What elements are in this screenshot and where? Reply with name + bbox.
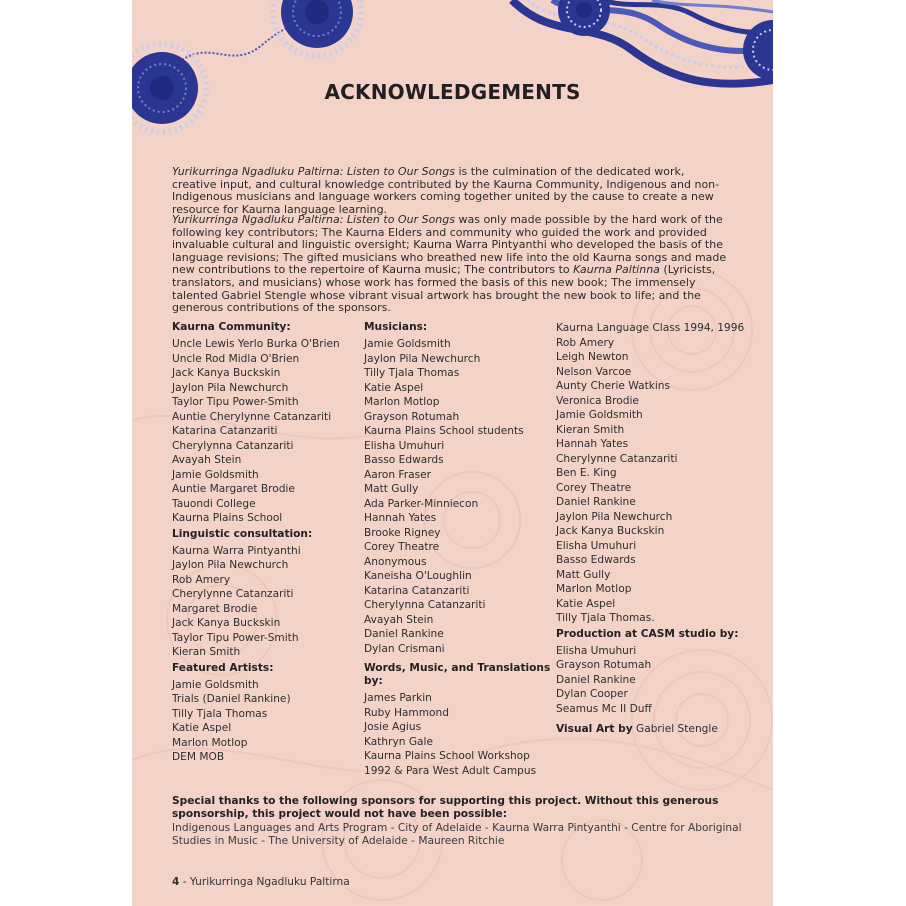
- list-item: Daniel Rankine: [556, 673, 636, 686]
- list-item: Kathryn Gale: [364, 735, 433, 748]
- intro-paragraph-1: [172, 166, 732, 216]
- list-item: Marlon Motlop: [364, 396, 440, 408]
- section-heading-featured: Featured Artists:: [172, 661, 274, 674]
- sponsors-section: [172, 795, 742, 847]
- linguistic-list: [172, 544, 362, 660]
- list-item: Kaneisha O'Loughlin: [364, 570, 472, 582]
- list-item: Anonymous: [364, 555, 427, 568]
- page-number: 4: [172, 876, 180, 888]
- list-item: Jamie Goldsmith: [364, 338, 451, 350]
- list-item: Basso Edwards: [556, 554, 636, 566]
- list-item: 1992 & Para West Adult Campus: [364, 764, 537, 777]
- list-item: Corey Theatre: [556, 481, 632, 494]
- list-item: Jamie Goldsmith: [172, 468, 259, 481]
- words-list: [364, 691, 554, 778]
- list-item: Jack Kanya Buckskin: [556, 525, 665, 537]
- list-item: Trials (Daniel Rankine): [172, 693, 291, 705]
- section-heading-linguistic: Linguistic consultation:: [172, 527, 313, 540]
- list-item: Katie Aspel: [172, 722, 232, 734]
- list-item: Jamie Goldsmith: [172, 678, 259, 691]
- list-item: Taylor Tipu Power-Smith: [172, 396, 299, 408]
- list-item: Rob Amery: [556, 336, 615, 349]
- list-item: Hannah Yates: [364, 512, 437, 524]
- list-item: Daniel Rankine: [364, 628, 444, 640]
- list-item: Cherylynna Catanzariti: [172, 439, 294, 452]
- list-item: Dylan Crismani: [364, 642, 445, 655]
- list-item: Katarina Catanzariti: [172, 425, 278, 437]
- list-item: Cherylynna Catanzariti: [364, 599, 486, 611]
- list-item: Ruby Hammond: [364, 706, 449, 719]
- list-item: Daniel Rankine: [556, 496, 636, 508]
- list-item: Taylor Tipu Power-Smith: [172, 631, 299, 644]
- list-item: Auntie Margaret Brodie: [172, 483, 295, 495]
- list-item: Nelson Varcoe: [556, 365, 632, 378]
- list-item: Margaret Brodie: [172, 602, 258, 615]
- list-item: Uncle Lewis Yerlo Burka O'Brien: [172, 338, 340, 350]
- contributors-list: [556, 321, 756, 626]
- list-item: Aaron Fraser: [364, 468, 431, 481]
- list-item: Cherylynne Catanzariti: [556, 452, 678, 465]
- list-item: Jaylon Pila Newchurch: [172, 381, 289, 394]
- list-item: Marlon Motlop: [556, 583, 632, 595]
- list-item: Jack Kanya Buckskin: [172, 617, 281, 629]
- list-item: Aunty Cherie Watkins: [556, 380, 671, 392]
- intro-text: was only made possible by the hard work of the following key contributors; The Kaurna Elders and community who guided the work and provided invaluable cultural and linguistic oversight; Kaurna Warra Pintyanthi who developed the basis of the language revisions; The gifted musicians who breathed new life into the old Kaurna songs and made new contributions to the repertoire of Kaurna music; The contributors to: [172, 213, 727, 277]
- list-item: Elisha Umuhuri: [364, 439, 445, 452]
- list-item: Kaurna Plains School: [172, 512, 283, 524]
- top-circle-art: [273, 0, 361, 56]
- list-item: Tilly Tjala Thomas.: [556, 612, 655, 624]
- list-item: Matt Gully: [556, 568, 611, 581]
- page: [132, 0, 773, 906]
- list-item: Kaurna Language Class 1994, 1996: [556, 322, 745, 334]
- list-item: Elisha Umuhuri: [556, 539, 637, 552]
- list-item: Jack Kanya Buckskin: [172, 367, 281, 379]
- list-item: Grayson Rotumah: [556, 659, 652, 671]
- list-item: Leigh Newton: [556, 351, 629, 363]
- section-heading-musicians: Musicians:: [364, 321, 428, 333]
- list-item: Dylan Cooper: [556, 688, 628, 700]
- footer-text: - Yurikurringa Ngadluku Paltirna: [179, 876, 350, 888]
- list-item: Kaurna Plains School students: [364, 425, 524, 437]
- intro-text: is the culmination of the dedicated work, creative input, and cultural knowledge contributed by the Kaurna Community, Indigenous and non-Indigenous musicians and language workers coming together united by the cause to create a new resource for Kaurna language learning.: [172, 165, 720, 216]
- credits-column-3: [556, 321, 756, 737]
- list-item: Kieran Smith: [172, 646, 241, 658]
- right-wave-art: [512, 0, 773, 84]
- featured-artists-list: [172, 678, 362, 765]
- list-item: Rob Amery: [172, 573, 231, 586]
- book-title: Yurikurringa Ngadluku Paltirna: Listen to Our Songs: [172, 213, 455, 226]
- section-heading-words: Words, Music, and Translations by:: [364, 662, 551, 687]
- list-item: Avayah Stein: [172, 454, 242, 466]
- list-item: Josie Agius: [364, 721, 422, 733]
- list-item: Veronica Brodie: [556, 394, 639, 407]
- sponsors-heading: Special thanks to the following sponsors for supporting this project. Without this generous sponsorship, this project would not have been possible:: [172, 795, 719, 820]
- list-item: Grayson Rotumah: [364, 410, 460, 423]
- list-item: Jaylon Pila Newchurch: [556, 510, 673, 523]
- list-item: Uncle Rod Midla O'Brien: [172, 352, 300, 365]
- visual-art-name: Gabriel Stengle: [632, 723, 718, 735]
- list-item: Tauondi College: [172, 497, 256, 510]
- list-item: Elisha Umuhuri: [556, 644, 637, 657]
- list-item: Hannah Yates: [556, 438, 629, 450]
- header-artwork: [132, 0, 773, 140]
- list-item: Ben E. King: [556, 467, 617, 479]
- page-title: ACKNOWLEDGEMENTS: [324, 80, 581, 104]
- list-item: Katie Aspel: [364, 381, 424, 394]
- visual-art-label: Visual Art by: [556, 723, 633, 735]
- list-item: Corey Theatre: [364, 541, 440, 553]
- list-item: Marlon Motlop: [172, 736, 248, 749]
- list-item: Matt Gully: [364, 483, 419, 495]
- section-heading-production: Production at CASM studio by:: [556, 627, 739, 640]
- production-list: [556, 644, 756, 717]
- list-item: Cherylynne Catanzariti: [172, 588, 294, 600]
- list-item: Kieran Smith: [556, 423, 625, 436]
- list-item: Katarina Catanzariti: [364, 584, 470, 597]
- sponsors-list: Indigenous Languages and Arts Program - City of Adelaide - Kaurna Warra Pintyanthi - Centre for Aboriginal Studies in Music - The University of Adelaide - Maureen Ritchie: [172, 822, 742, 847]
- list-item: Jaylon Pila Newchurch: [364, 352, 481, 365]
- musicians-list: [364, 337, 554, 656]
- section-heading-kaurna-community: Kaurna Community:: [172, 321, 291, 333]
- list-item: Brooke Rigney: [364, 526, 441, 539]
- visual-art-credit: [556, 722, 756, 737]
- intro-text: (Lyricists, translators, and musicians) whose work has formed the basis of this new book; The immensely talented Gabriel Stengle whose vibrant visual artwork has brought the new book to life; and the generous contributions of the sponsors.: [172, 263, 716, 315]
- list-item: Tilly Tjala Thomas: [172, 707, 268, 720]
- list-item: Avayah Stein: [364, 613, 434, 626]
- credits-column-2: [364, 321, 554, 778]
- list-item: Kaurna Plains School Workshop: [364, 750, 530, 762]
- book-title: Yurikurringa Ngadluku Paltirna: Listen to Our Songs: [172, 165, 455, 178]
- list-item: Kaurna Warra Pintyanthi: [172, 544, 301, 557]
- book-reference: Kaurna Paltinna: [573, 263, 660, 277]
- list-item: Jamie Goldsmith: [556, 409, 643, 421]
- list-item: Katie Aspel: [556, 597, 616, 610]
- list-item: DEM MOB: [172, 751, 225, 763]
- list-item: Ada Parker-Minniecon: [364, 497, 479, 510]
- list-item: Seamus Mc II Duff: [556, 702, 652, 715]
- list-item: Auntie Cherylynne Catanzariti: [172, 410, 332, 423]
- credits-column-1: [172, 321, 362, 765]
- list-item: Jaylon Pila Newchurch: [172, 559, 289, 571]
- page-footer: [172, 876, 350, 888]
- list-item: Tilly Tjala Thomas: [364, 367, 460, 379]
- intro-paragraph-2: [172, 214, 732, 315]
- kaurna-community-list: [172, 337, 362, 526]
- list-item: James Parkin: [364, 692, 432, 704]
- list-item: Basso Edwards: [364, 454, 444, 466]
